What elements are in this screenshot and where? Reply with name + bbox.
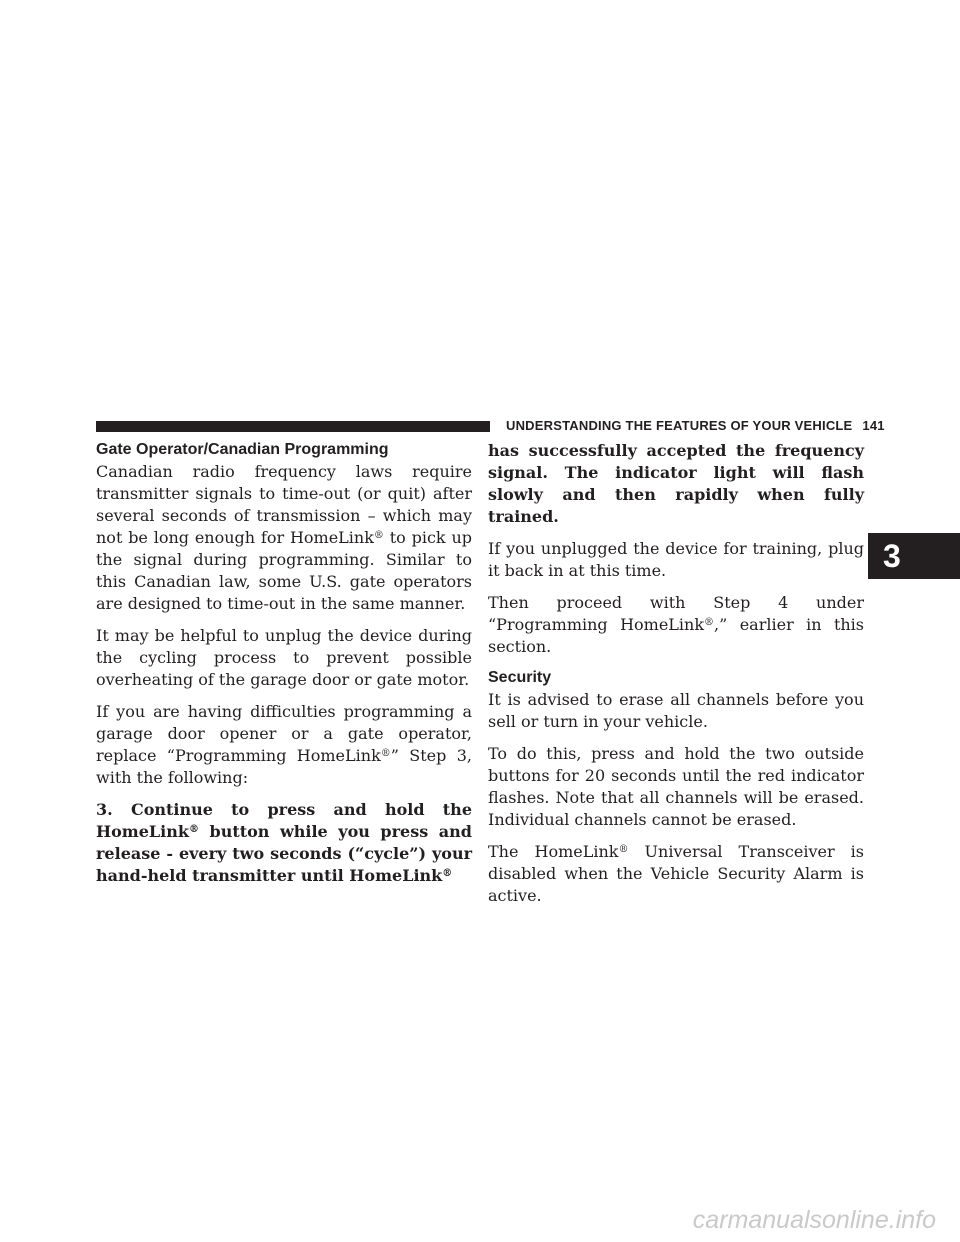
header-rule <box>96 421 490 432</box>
paragraph: Then proceed with Step 4 under “Programming HomeLink®,” earlier in this section. <box>488 593 865 656</box>
chapter-tab <box>868 533 960 579</box>
paragraph: Canadian radio frequency laws require transmitter signals to time-out (or quit) after several seconds of transmission – which may not be long enough for HomeLink® to pick up the signal during programming. Similar to this Canadian law, some U.S. gate operators are designed to time-out in the same manner. <box>96 462 472 613</box>
step-3-instruction: 3. Continue to press and hold the HomeLink® button while you press and release - every two seconds (“cycle”) your hand-held transmitter until HomeLink® <box>96 800 472 885</box>
paragraph: If you are having difficulties programming a garage door opener or a gate operator, replace “Programming HomeLink®” Step 3, with the following: <box>96 702 472 787</box>
paragraph: The HomeLink® Universal Transceiver is disabled when the Vehicle Security Alarm is active. <box>488 842 865 905</box>
security-heading: Security <box>488 669 552 686</box>
paragraph: It is advised to erase all channels before you sell or turn in your vehicle. <box>488 690 864 731</box>
running-header <box>506 418 885 433</box>
section-title: UNDERSTANDING THE FEATURES OF YOUR VEHICLE <box>506 418 853 433</box>
step-3-continuation: has successfully accepted the frequency signal. The indicator light will flash slowly and then rapidly when fully trained. <box>488 441 864 526</box>
page-number: 141 <box>862 418 885 433</box>
gate-operator-heading: Gate Operator/Canadian Programming <box>96 441 389 458</box>
paragraph: To do this, press and hold the two outside buttons for 20 seconds until the red indicator flashes. Note that all channels will be erased. Individual channels cannot be erased. <box>488 744 864 829</box>
watermark: carmanualsonline.info <box>692 1206 936 1234</box>
chapter-number: 3 <box>883 538 901 574</box>
paragraph: If you unplugged the device for training, plug it back in at this time. <box>488 539 864 580</box>
paragraph: It may be helpful to unplug the device during the cycling process to prevent possible overheating of the garage door or gate motor. <box>96 626 472 689</box>
right-column <box>488 440 864 917</box>
left-column <box>96 440 472 897</box>
